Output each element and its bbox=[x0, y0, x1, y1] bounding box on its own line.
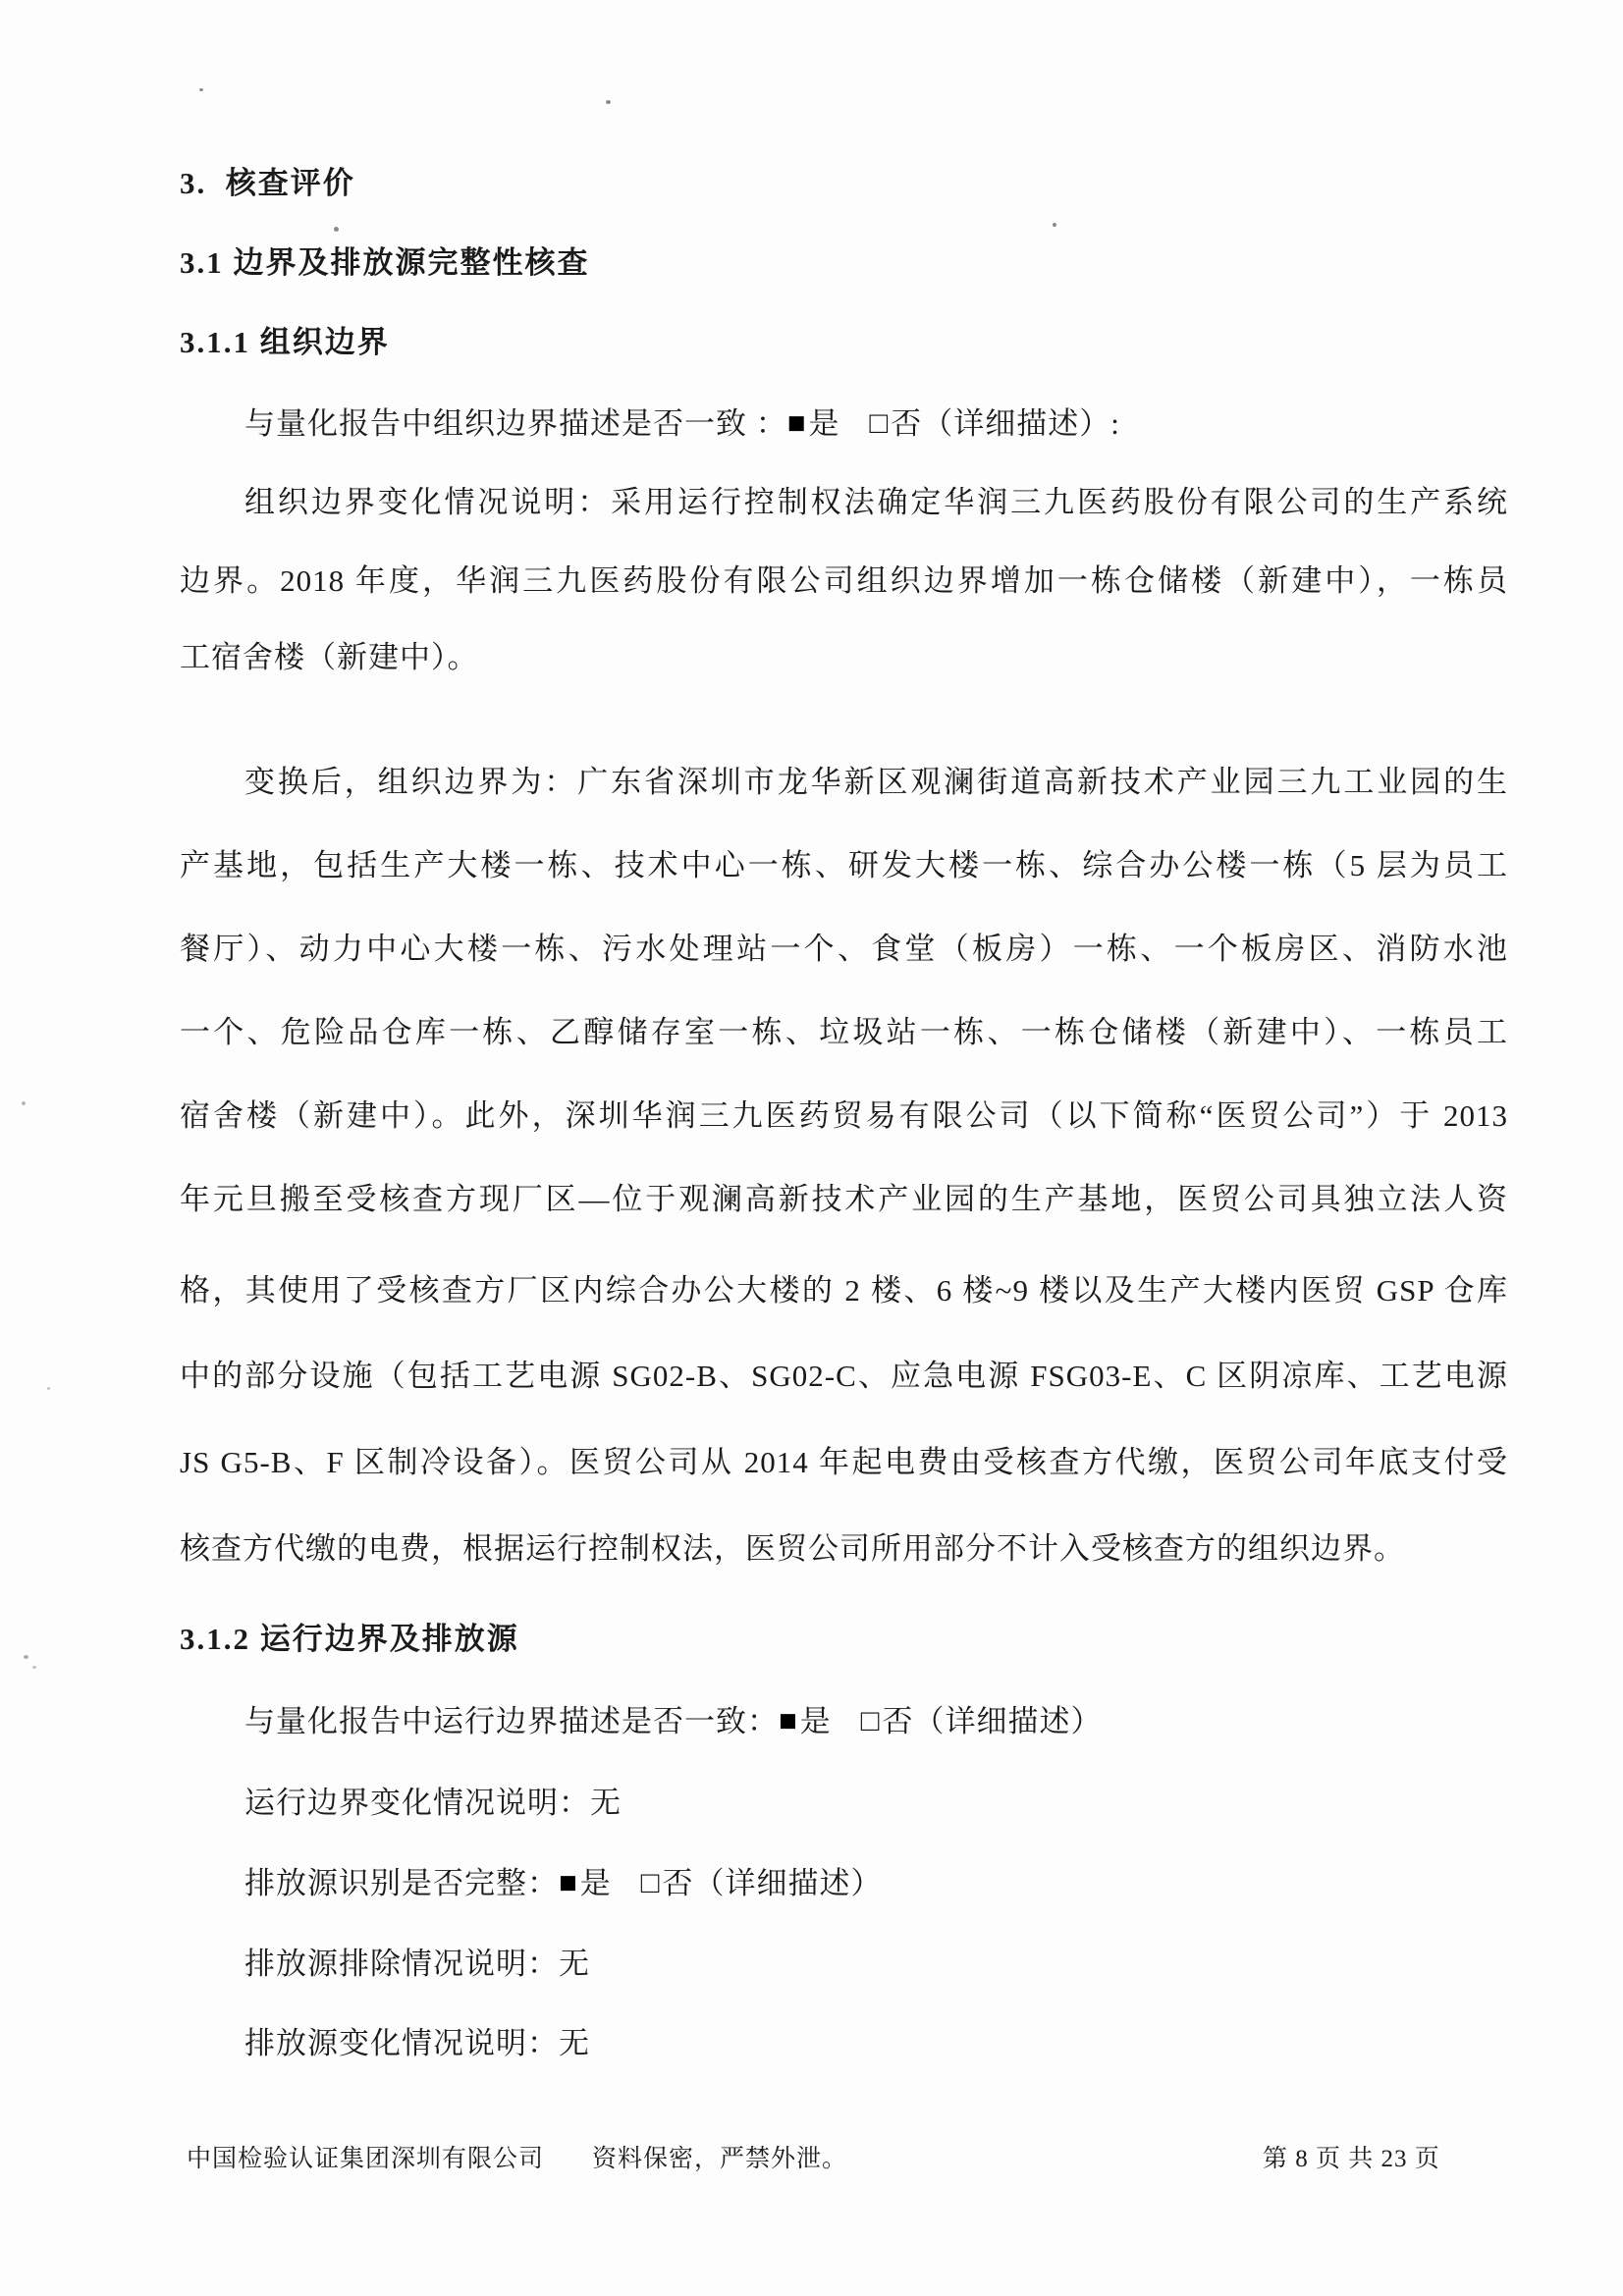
checkbox-unchecked-icon: □ bbox=[860, 1703, 881, 1737]
boundary-desc-line-8: 中的部分设施（包括工艺电源 SG02-B、SG02-C、应急电源 FSG03-E、C 区阴凉库、工艺电源 bbox=[180, 1359, 1508, 1393]
boundary-desc-line-9: JS G5-B、F 区制冷设备）。医贸公司从 2014 年起电费由受核查方代缴，医贸公司年底支付受 bbox=[180, 1445, 1508, 1479]
no-label: 否 bbox=[662, 1866, 694, 1900]
emission-source-exclusion-note: 排放源排除情况说明：无 bbox=[244, 1947, 590, 1981]
question-text: 与量化报告中组织边界描述是否一致 ： bbox=[244, 406, 787, 441]
detail-hint: （详细描述）: bbox=[922, 406, 1120, 441]
no-label: 否 bbox=[891, 406, 923, 441]
checkbox-checked-icon: ■ bbox=[786, 405, 807, 440]
boundary-desc-line-5: 宿舍楼（新建中）。此外，深圳华润三九医药贸易有限公司（以下简称“医贸公司”）于 2013 bbox=[180, 1098, 1508, 1133]
org-change-note-line-3: 工宿舍楼（新建中）。 bbox=[180, 640, 479, 674]
footer-confidentiality-notice: 资料保密，严禁外泄。 bbox=[592, 2146, 848, 2172]
org-change-note-line-2: 边界。2018 年度，华润三九医药股份有限公司组织边界增加一栋仓储楼（新建中），一栋员 bbox=[180, 563, 1508, 598]
boundary-desc-line-6: 年元旦搬至受核查方现厂区—位于观澜高新技术产业园的生产基地，医贸公司具独立法人资 bbox=[180, 1182, 1508, 1216]
scan-artifact bbox=[22, 1101, 26, 1105]
scan-artifact bbox=[606, 100, 611, 104]
boundary-desc-line-4: 一个、危险品仓库一栋、乙醇储存室一栋、垃圾站一栋、一栋仓储楼（新建中）、一栋员工 bbox=[180, 1015, 1508, 1049]
boundary-desc-line-3: 餐厅）、动力中心大楼一栋、污水处理站一个、食堂（板房）一栋、一个板房区、消防水池 bbox=[180, 932, 1508, 966]
op-boundary-consistency-question bbox=[180, 1700, 1508, 1743]
detail-hint: （详细描述） bbox=[693, 1866, 883, 1900]
emission-source-complete-question bbox=[180, 1862, 1508, 1905]
checkbox-unchecked-icon: □ bbox=[869, 405, 890, 440]
question-text: 与量化报告中运行边界描述是否一致： bbox=[244, 1704, 779, 1738]
boundary-desc-line-1: 变换后，组织边界为：广东省深圳市龙华新区观澜街道高新技术产业园三九工业园的生 bbox=[244, 765, 1508, 799]
emission-source-change-note: 排放源变化情况说明：无 bbox=[244, 2026, 590, 2060]
scan-artifact bbox=[199, 88, 203, 91]
yes-label: 是 bbox=[579, 1866, 612, 1900]
question-text: 排放源识别是否完整： bbox=[244, 1866, 559, 1900]
scan-artifact bbox=[24, 1655, 28, 1659]
scan-artifact bbox=[32, 1666, 36, 1669]
footer-page-number: 第 8 页 共 23 页 bbox=[1263, 2146, 1440, 2172]
document-body bbox=[180, 0, 1508, 2296]
heading-section-3-1-1: 3.1.1 组织边界 bbox=[180, 325, 390, 359]
page-footer bbox=[0, 2143, 1623, 2182]
boundary-desc-line-7: 格，其使用了受核查方厂区内综合办公大楼的 2 楼、6 楼~9 楼以及生产大楼内医贸 GSP 仓库 bbox=[180, 1273, 1508, 1308]
scan-artifact bbox=[334, 227, 339, 232]
op-boundary-change-note: 运行边界变化情况说明：无 bbox=[244, 1786, 622, 1820]
boundary-desc-line-2: 产基地，包括生产大楼一栋、技术中心一栋、研发大楼一栋、综合办公楼一栋（5 层为员工 bbox=[180, 848, 1508, 882]
no-label: 否 bbox=[882, 1704, 914, 1738]
yes-label: 是 bbox=[799, 1704, 832, 1738]
heading-section-3: 3. 核查评价 bbox=[180, 166, 355, 200]
org-change-note-line-1: 组织边界变化情况说明：采用运行控制权法确定华润三九医药股份有限公司的生产系统 bbox=[244, 485, 1508, 519]
checkbox-checked-icon: ■ bbox=[779, 1703, 798, 1737]
detail-hint: （详细描述） bbox=[913, 1704, 1103, 1738]
boundary-desc-line-10: 核查方代缴的电费，根据运行控制权法，医贸公司所用部分不计入受核查方的组织边界。 bbox=[180, 1531, 1405, 1566]
yes-label: 是 bbox=[808, 406, 840, 441]
checkbox-unchecked-icon: □ bbox=[640, 1865, 661, 1899]
org-boundary-consistency-question bbox=[180, 402, 1508, 446]
heading-section-3-1-2: 3.1.2 运行边界及排放源 bbox=[180, 1622, 519, 1656]
heading-section-3-1: 3.1 边界及排放源完整性核查 bbox=[180, 245, 590, 280]
checkbox-checked-icon: ■ bbox=[559, 1865, 578, 1899]
scan-artifact bbox=[1053, 223, 1056, 227]
footer-company-name: 中国检验认证集团深圳有限公司 bbox=[187, 2146, 545, 2172]
scan-artifact bbox=[47, 1387, 50, 1390]
